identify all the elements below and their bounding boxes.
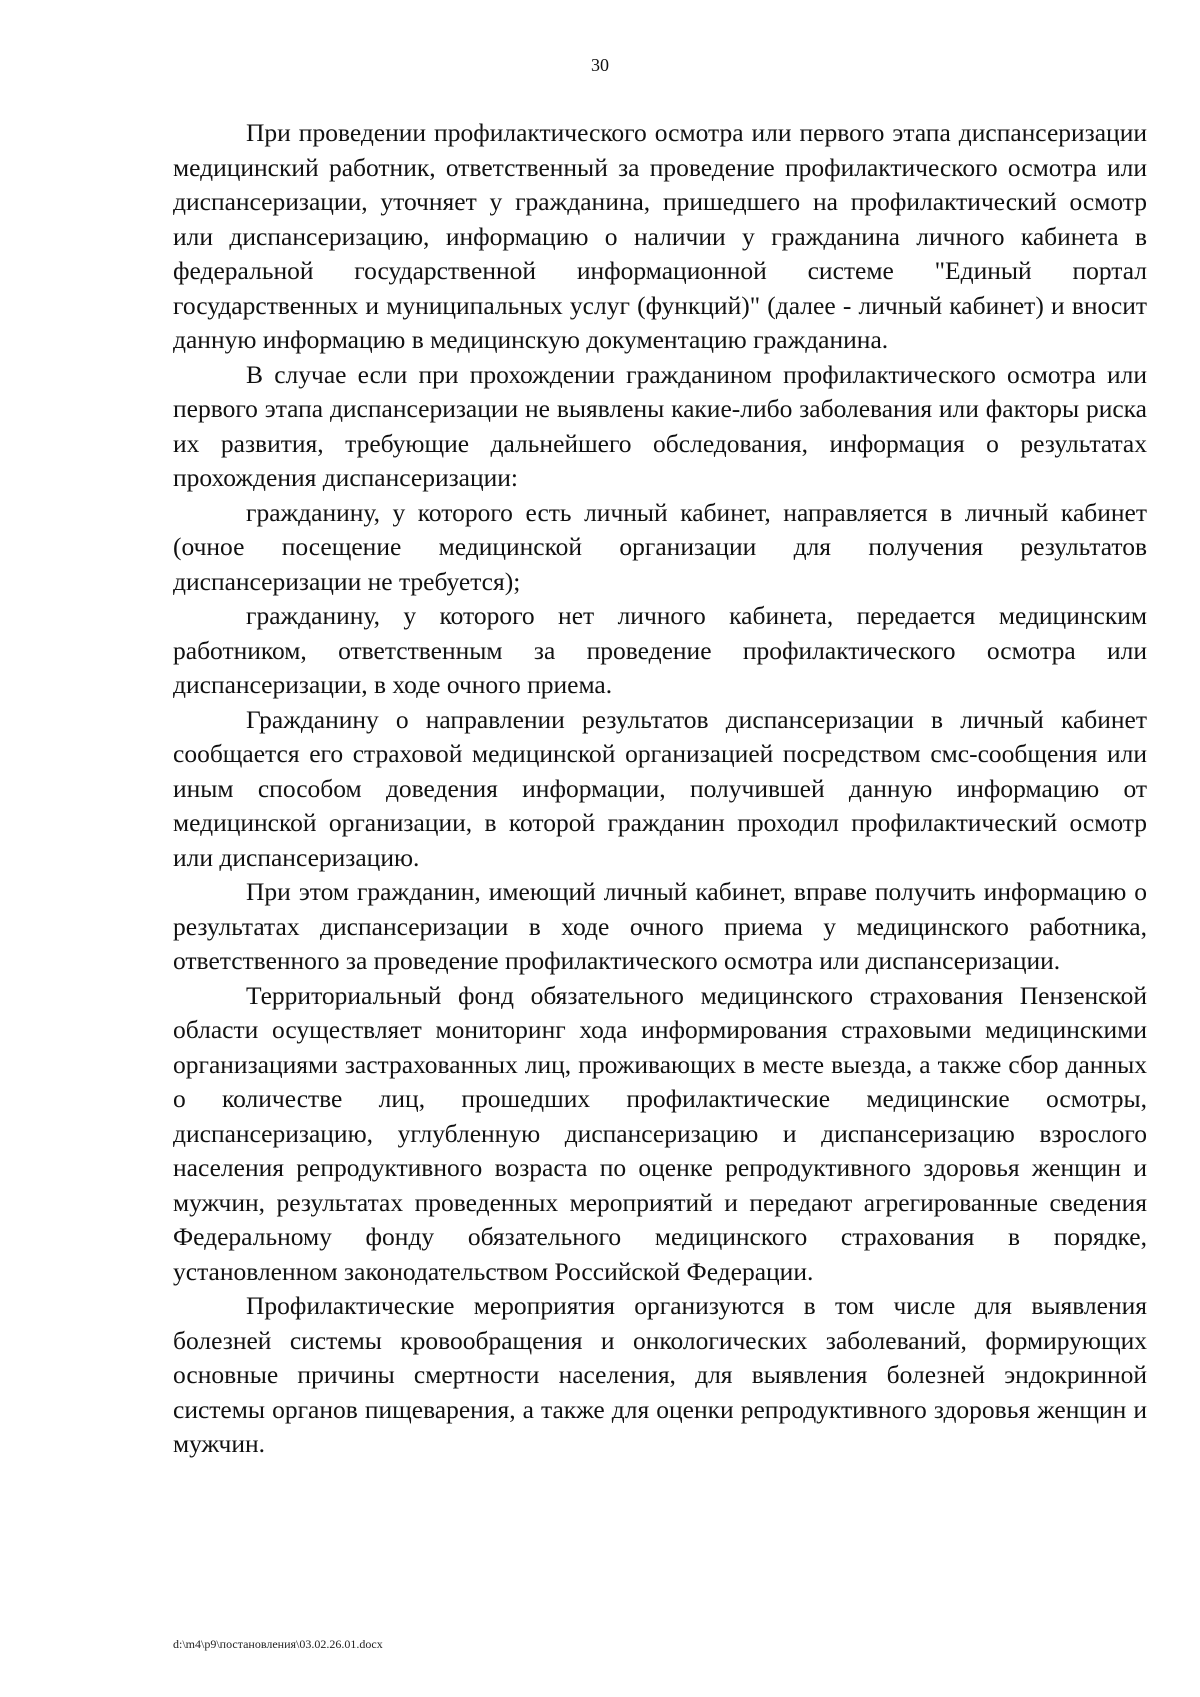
paragraph-7: Территориальный фонд обязательного медицинского страхования Пензенской области осуществляет мониторинг хода информирования страховыми медицинскими организациями застрахованных лиц, проживающих в месте выезда, а также сбор данных о количестве лиц, прошедших профилактические медицинские осмотры, диспансеризацию, углубленную диспансеризацию и диспансеризацию взрослого населения репродуктивного возраста по оценке репродуктивного здоровья женщин и мужчин, результатах проведенных мероприятий и передают агрегированные сведения Федеральному фонду обязательного медицинского страхования в порядке, установленном законодательством Российской Федерации. (173, 980, 1147, 1286)
paragraph-2: В случае если при прохождении гражданином профилактического осмотра или первого этапа диспансеризации не выявлены какие-либо заболевания или факторы риска их развития, требующие дальнейшего обследования, информация о результатах прохождения диспансеризации: (173, 359, 1147, 492)
footer-file-path: d:\m4\p9\постановления\03.02.26.01.docx (173, 1637, 383, 1651)
page-number: 30 (591, 55, 609, 75)
paragraph-4: гражданину, у которого нет личного кабинета, передается медицинским работником, ответственным за проведение профилактического осмотра или диспансеризации, в ходе очного приема. (173, 601, 1147, 699)
paragraph-8: Профилактические мероприятия организуются в том числе для выявления болезней системы кровообращения и онкологических заболеваний, формирующих основные причины смертности населения, для выявления болезней эндокринной системы органов пищеварения, а также для оценки репродуктивного здоровья женщин и мужчин. (173, 1291, 1147, 1458)
document-body (173, 116, 1147, 1462)
paragraph-3: гражданину, у которого есть личный кабинет, направляется в личный кабинет (очное посещение медицинской организации для получения результатов диспансеризации не требуется); (173, 497, 1147, 596)
paragraph-5: Гражданину о направлении результатов диспансеризации в личный кабинет сообщается его страховой медицинской организацией посредством смс-сообщения или иным способом доведения информации, получившей данную информацию от медицинской организации, в которой гражданин проходил профилактический осмотр или диспансеризацию. (173, 704, 1147, 872)
paragraph-1: При проведении профилактического осмотра или первого этапа диспансеризации медицинский работник, ответственный за проведение профилактического осмотра или диспансеризации, уточняет у гражданина, пришедшего на профилактический осмотр или диспансеризацию, информацию о наличии у гражданина личного кабинета в федеральной государственной информационной системе "Единый портал государственных и муниципальных услуг (функций)" (далее - личный кабинет) и вносит данную информацию в медицинскую документацию гражданина. (173, 118, 1147, 354)
paragraph-6: При этом гражданин, имеющий личный кабинет, вправе получить информацию о результатах диспансеризации в ходе очного приема у медицинского работника, ответственного за проведение профилактического осмотра или диспансеризации. (173, 877, 1147, 975)
